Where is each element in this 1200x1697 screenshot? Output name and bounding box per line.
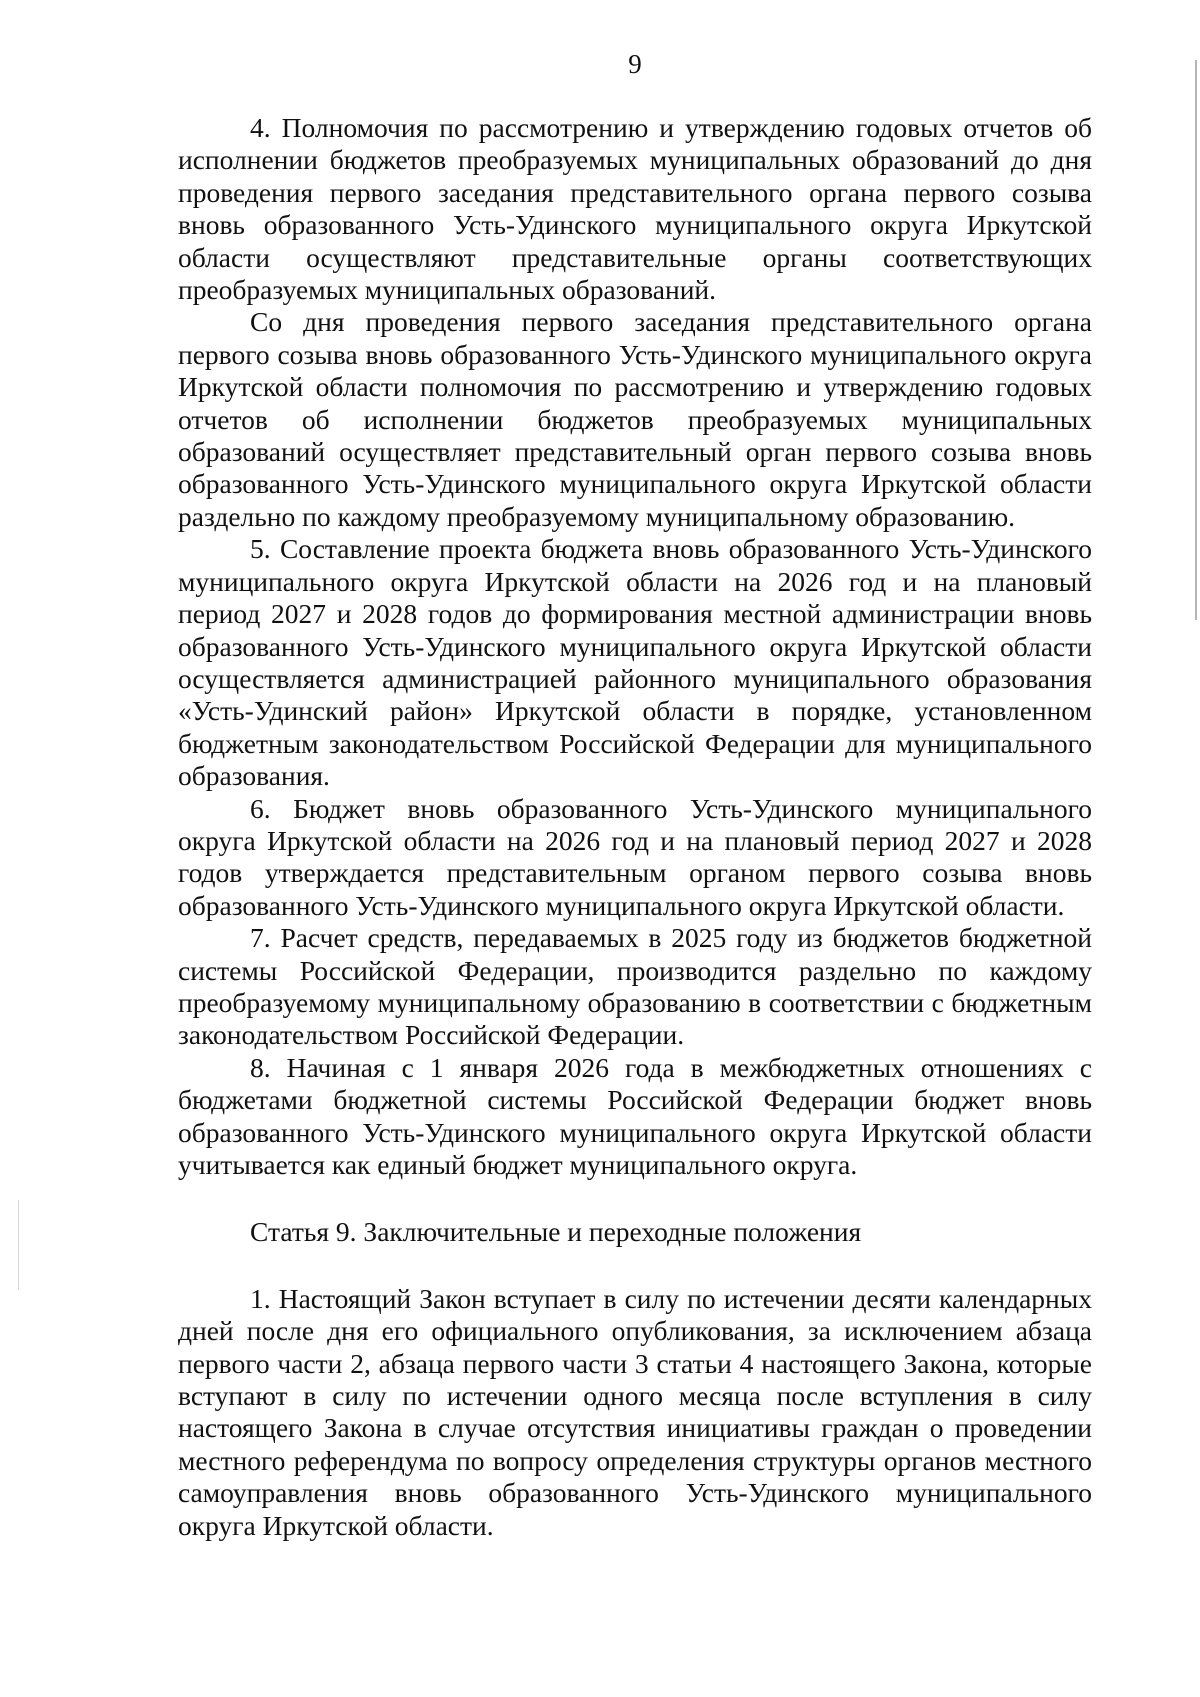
paragraph: Со дня проведения первого заседания представительного органа первого созыва вновь образованного Усть-Удинского муниципального округа Иркутской области полномочия по рассмотрению и утверждению годовых отчетов об исполнении бюджетов преобразуемых муниципальных образований осуществляет представительный орган первого созыва вновь образованного Усть-Удинского муниципального округа Иркутской области раздельно по каждому преобразуемому муниципальному образованию. xyxy=(178,306,1092,532)
paragraph: 8. Начиная с 1 января 2026 года в межбюджетных отношениях с бюджетами бюджетной системы Российской Федерации бюджет вновь образованного Усть-Удинского муниципального округа Иркутской области учитывается как единый бюджет муниципального округа. xyxy=(178,1051,1092,1180)
scan-edge-line xyxy=(1195,60,1197,620)
paragraph: 7. Расчет средств, передаваемых в 2025 году из бюджетов бюджетной системы Российской Федерации, производится раздельно по каждому преобразуемому муниципальному образованию в соответствии с бюджетным законодательством Российской Федерации. xyxy=(178,922,1092,1051)
article-heading: Статья 9. Заключительные и переходные положения xyxy=(250,1216,862,1248)
paragraph: 6. Бюджет вновь образованного Усть-Удинского муниципального округа Иркутской области на 2026 год и на плановый период 2027 и 2028 годов утверждается представительным органом первого созыва вновь образованного Усть-Удинского муниципального округа Иркутской области. xyxy=(178,792,1092,921)
document-body xyxy=(178,112,1092,1542)
page-number: 9 xyxy=(628,49,642,79)
paragraph: 5. Составление проекта бюджета вновь образованного Усть-Удинского муниципального округа Иркутской области на 2026 год и на плановый период 2027 и 2028 годов до формирования местной администрации вновь образованного Усть-Удинского муниципального округа Иркутской области осуществляется администрацией районного муниципального образования «Усть-Удинский район» Иркутской области в порядке, установленном бюджетным законодательством Российской Федерации для муниципального образования. xyxy=(178,533,1092,792)
scan-edge-line xyxy=(18,1200,19,1290)
paragraph: 4. Полномочия по рассмотрению и утверждению годовых отчетов об исполнении бюджетов преобразуемых муниципальных образований до дня проведения первого заседания представительного органа первого созыва вновь образованного Усть-Удинского муниципального округа Иркутской области осуществляют представительные органы соответствующих преобразуемых муниципальных образований. xyxy=(178,112,1092,306)
paragraph: 1. Настоящий Закон вступает в силу по истечении десяти календарных дней после дня его официального опубликования, за исключением абзаца первого части 2, абзаца первого части 3 статьи 4 настоящего Закона, которые вступают в силу по истечении одного месяца после вступления в силу настоящего Закона в случае отсутствия инициативы граждан о проведении местного референдума по вопросу определения структуры органов местного самоуправления вновь образованного Усть-Удинского муниципального округа Иркутской области. xyxy=(178,1282,1092,1541)
